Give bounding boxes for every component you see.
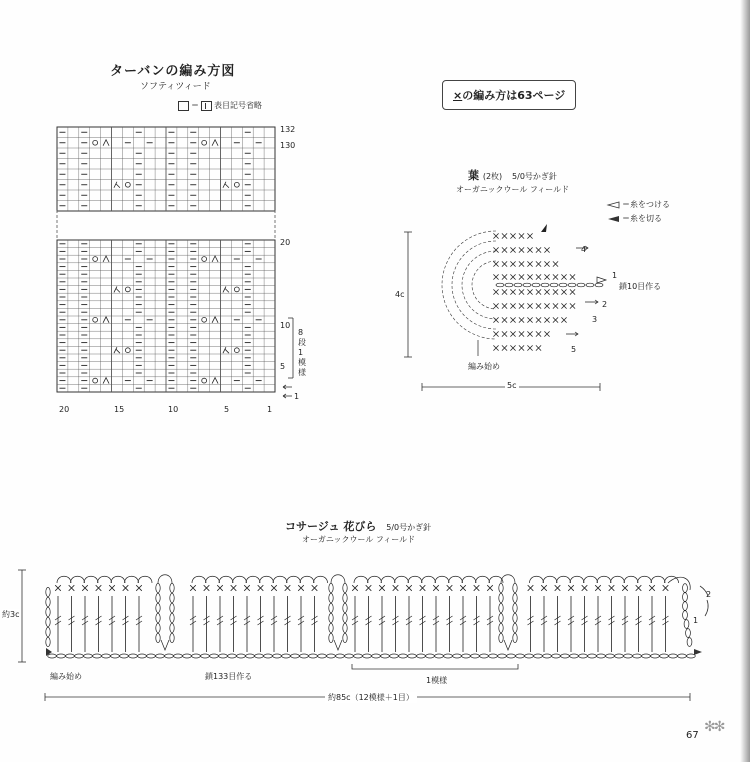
foundation-chain	[651, 654, 660, 658]
col-5: 5	[224, 405, 230, 414]
single-crochet	[393, 585, 399, 591]
row-132: 132	[280, 125, 296, 134]
single-crochet	[298, 585, 304, 591]
foundation-chain	[300, 654, 309, 658]
foundation-chain	[84, 654, 93, 658]
foundation-chain	[489, 654, 498, 658]
petal-chain	[170, 603, 174, 612]
corsage-height: 約3c	[2, 610, 20, 619]
leaf-count: (2枚)	[482, 172, 503, 181]
petal-base	[161, 640, 169, 650]
foundation-chain	[525, 654, 534, 658]
foundation-chain	[345, 654, 354, 658]
single-crochet	[190, 585, 196, 591]
petal-chain	[499, 613, 503, 622]
foundation-chain	[165, 654, 174, 658]
petal-chain	[343, 593, 347, 602]
row-10: 10	[280, 321, 291, 330]
petal-chain	[329, 623, 333, 632]
corsage-title: コサージュ 花びら	[285, 520, 377, 533]
picot-loop	[84, 576, 98, 583]
petal-chain	[156, 623, 160, 632]
petal-chain	[156, 583, 160, 592]
foundation-chain	[498, 654, 507, 658]
foundation-chain	[66, 654, 75, 658]
corsage-row-2: 2	[706, 590, 712, 599]
foundation-chain	[462, 654, 471, 658]
foundation-chain	[381, 654, 390, 658]
single-crochet	[258, 585, 264, 591]
row-1: 1	[294, 392, 300, 401]
petal-chain	[170, 623, 174, 632]
picot-loop	[395, 576, 409, 583]
single-crochet-symbol: ×	[453, 89, 463, 102]
page-number: 67	[686, 730, 699, 741]
picot-loop	[665, 576, 679, 583]
foundation-chain	[318, 654, 327, 658]
picot-loop	[435, 576, 449, 583]
single-crochet	[528, 585, 534, 591]
foundation-chain	[363, 654, 372, 658]
foundation-chain	[336, 654, 345, 658]
single-crochet	[109, 585, 115, 591]
single-crochet	[366, 585, 372, 591]
foundation-chain	[507, 654, 516, 658]
edge-chain-right	[683, 593, 688, 602]
picot-loop	[462, 576, 476, 583]
picot-loop	[651, 576, 665, 583]
col-20: 20	[59, 405, 70, 414]
foundation-chain	[471, 654, 480, 658]
foundation-chain	[156, 654, 165, 658]
petal-chain	[499, 633, 503, 642]
single-crochet	[649, 585, 655, 591]
single-crochet	[568, 585, 574, 591]
foundation-chain	[561, 654, 570, 658]
picot-loop	[246, 576, 260, 583]
foundation-chain	[597, 654, 606, 658]
foundation-chain	[579, 654, 588, 658]
foundation-chain	[219, 654, 228, 658]
foundation-chain	[633, 654, 642, 658]
foundation-chain	[75, 654, 84, 658]
single-crochet	[312, 585, 318, 591]
single-crochet	[433, 585, 439, 591]
single-crochet	[123, 585, 129, 591]
foundation-chain	[408, 654, 417, 658]
foundation-chain	[624, 654, 633, 658]
petal-chain	[329, 633, 333, 642]
foundation-chain	[129, 654, 138, 658]
edge-chain-right	[684, 620, 689, 629]
petal-chain	[499, 603, 503, 612]
foundation-chain	[237, 654, 246, 658]
petal-chain	[156, 633, 160, 642]
foundation-chain	[678, 654, 687, 658]
corsage-repeat-label: 1模様	[426, 676, 448, 685]
foundation-chain	[192, 654, 201, 658]
single-crochet	[582, 585, 588, 591]
petal-chain	[156, 613, 160, 622]
picot-loop	[287, 576, 301, 583]
turn-arrow-2	[705, 600, 708, 616]
attach-legend-text: ＝糸をつける	[622, 200, 670, 209]
picot-loop	[206, 576, 220, 583]
foundation-chain	[138, 654, 147, 658]
picot-loop	[611, 576, 625, 583]
picot-loop	[476, 576, 490, 583]
leaf-chain-label: 鎖10目作る	[619, 282, 662, 291]
petal-chain	[329, 583, 333, 592]
petal-base	[504, 640, 512, 650]
col-1: 1	[267, 405, 273, 414]
petal-chain	[513, 583, 517, 592]
picot-loop	[192, 576, 206, 583]
petal-chain	[156, 603, 160, 612]
picot-loop	[597, 576, 611, 583]
foundation-chain	[147, 654, 156, 658]
foundation-chain	[354, 654, 363, 658]
petal-chain	[343, 613, 347, 622]
foundation-chain	[255, 654, 264, 658]
corsage-repeat-bracket	[352, 664, 518, 669]
corsage-total-label: 約85c（12模様＋1目）	[325, 692, 417, 703]
leaf-width: 5c	[507, 381, 517, 390]
corsage-start-label: 編み始め	[50, 672, 82, 681]
foundation-chain	[264, 654, 273, 658]
petal-chain	[343, 603, 347, 612]
picot-loop	[98, 576, 112, 583]
foundation-chain	[246, 654, 255, 658]
picot-loop	[125, 576, 139, 583]
foundation-chain	[372, 654, 381, 658]
picot-loop	[530, 576, 544, 583]
petal-chain	[329, 593, 333, 602]
leaf-row-4a: 4	[581, 245, 587, 254]
foundation-chain	[570, 654, 579, 658]
foundation-chain	[309, 654, 318, 658]
single-crochet	[285, 585, 291, 591]
edge-chain-right	[683, 611, 688, 620]
picot-loop	[260, 576, 274, 583]
picot-loop	[314, 576, 328, 583]
picot-loop	[408, 576, 422, 583]
legend-equals: ＝	[191, 101, 199, 110]
single-crochet	[82, 585, 88, 591]
picot-loop	[233, 576, 247, 583]
petal-chain	[343, 633, 347, 642]
foundation-chain	[588, 654, 597, 658]
petal-chain	[343, 583, 347, 592]
picot-loop	[449, 576, 463, 583]
single-crochet	[136, 585, 142, 591]
petal-top	[158, 575, 172, 583]
edge-chain-left	[46, 627, 50, 636]
single-crochet	[96, 585, 102, 591]
picot-loop	[584, 576, 598, 583]
petal-chain	[329, 613, 333, 622]
row-130: 130	[280, 141, 296, 150]
petal-base	[334, 640, 342, 650]
foundation-chain	[453, 654, 462, 658]
petal-chain	[329, 603, 333, 612]
picot-loop	[71, 576, 85, 583]
single-crochet	[204, 585, 210, 591]
turban-yarn: ソフティツィード	[140, 82, 211, 92]
edge-chain-left	[46, 587, 50, 596]
corsage-stitches	[46, 575, 699, 658]
edge-chain-right	[683, 602, 688, 611]
foundation-chain	[444, 654, 453, 658]
single-crochet	[487, 585, 493, 591]
picot-loop	[557, 576, 571, 583]
leaf-hook: 5/0号かぎ針	[512, 172, 557, 181]
single-crochet	[595, 585, 601, 591]
col-10: 10	[168, 405, 179, 414]
petal-chain	[170, 593, 174, 602]
foundation-chain	[426, 654, 435, 658]
foundation-chain	[201, 654, 210, 658]
foundation-chain	[660, 654, 669, 658]
picot-loop	[354, 576, 368, 583]
foundation-chain	[390, 654, 399, 658]
edge-chain-left	[46, 617, 50, 626]
picot-loop	[300, 576, 314, 583]
foundation-chain	[642, 654, 651, 658]
petal-chain	[513, 593, 517, 602]
picot-loop	[111, 576, 125, 583]
single-crochet	[420, 585, 426, 591]
picot-loop	[422, 576, 436, 583]
picot-loop	[138, 576, 152, 583]
foundation-chain	[669, 654, 678, 658]
cut-legend-text: ＝糸を切る	[622, 214, 662, 223]
corsage-row-1: 1	[693, 616, 699, 625]
foundation-chain	[606, 654, 615, 658]
leaf-start-label: 編み始め	[468, 362, 500, 371]
petal-chain	[343, 623, 347, 632]
petal-chain	[513, 613, 517, 622]
single-crochet	[609, 585, 615, 591]
page-gutter	[740, 0, 750, 762]
leaf-height: 4c	[395, 290, 405, 299]
single-crochet	[231, 585, 237, 591]
foundation-chain	[291, 654, 300, 658]
foundation-chain	[282, 654, 291, 658]
foundation-chain	[534, 654, 543, 658]
foundation-chain	[417, 654, 426, 658]
cut-marker	[694, 649, 702, 655]
edge-chain-left	[46, 637, 50, 646]
petal-top	[331, 575, 345, 583]
snowflake-icon: ✻✻	[704, 719, 724, 735]
edge-turn	[668, 577, 690, 590]
single-crochet	[352, 585, 358, 591]
reference-text: の編み方は63ページ	[462, 89, 566, 102]
leaf-row-2: 2	[602, 300, 608, 309]
foundation-chain	[93, 654, 102, 658]
foundation-chain	[552, 654, 561, 658]
col-15: 15	[114, 405, 125, 414]
single-crochet	[460, 585, 466, 591]
petal-chain	[156, 593, 160, 602]
petal-chain	[499, 593, 503, 602]
foundation-chain	[210, 654, 219, 658]
turban-title: ターバンの編み方図	[110, 64, 236, 79]
single-crochet	[69, 585, 75, 591]
petal-chain	[170, 633, 174, 642]
single-crochet	[271, 585, 277, 591]
foundation-chain	[615, 654, 624, 658]
corsage-yarn: オーガニックウール フィールド	[302, 535, 416, 544]
leaf-title: 葉	[468, 169, 479, 182]
foundation-chain	[543, 654, 552, 658]
single-crochet	[406, 585, 412, 591]
picot-loop	[638, 576, 652, 583]
single-crochet	[636, 585, 642, 591]
foundation-chain	[183, 654, 192, 658]
picot-loop	[57, 576, 71, 583]
legend-text: 表目記号省略	[214, 101, 262, 110]
picot-loop	[543, 576, 557, 583]
foundation-chain	[174, 654, 183, 658]
leaf-row-3: 3	[592, 315, 598, 324]
picot-loop	[570, 576, 584, 583]
single-crochet	[55, 585, 61, 591]
petal-chain	[499, 623, 503, 632]
corsage-chain-label: 鎖133目作る	[205, 672, 253, 681]
foundation-chain	[327, 654, 336, 658]
start-marker	[46, 648, 52, 656]
single-crochet	[447, 585, 453, 591]
single-crochet	[555, 585, 561, 591]
foundation-chain	[48, 654, 57, 658]
petal-chain	[499, 583, 503, 592]
leaf-yarn: オーガニックウール フィールド	[456, 185, 570, 194]
foundation-chain	[111, 654, 120, 658]
picot-loop	[273, 576, 287, 583]
foundation-chain	[516, 654, 525, 658]
picot-loop	[219, 576, 233, 583]
repeat-label: 8段1模様	[298, 328, 306, 377]
picot-loop	[624, 576, 638, 583]
leaf-row-1: 1	[612, 271, 618, 280]
petal-chain	[513, 633, 517, 642]
foundation-chain	[228, 654, 237, 658]
picot-loop	[368, 576, 382, 583]
edge-chain-right	[687, 638, 692, 647]
foundation-chain	[57, 654, 66, 658]
single-crochet	[474, 585, 480, 591]
edge-chain-right	[686, 629, 691, 638]
edge-chain-left	[46, 597, 50, 606]
foundation-chain	[435, 654, 444, 658]
leaf-row-5: 5	[571, 345, 577, 354]
petal-chain	[170, 613, 174, 622]
foundation-chain	[399, 654, 408, 658]
single-crochet	[217, 585, 223, 591]
row-20: 20	[280, 238, 291, 247]
foundation-chain	[120, 654, 129, 658]
picot-loop	[381, 576, 395, 583]
single-crochet	[622, 585, 628, 591]
single-crochet	[541, 585, 547, 591]
edge-chain-left	[46, 607, 50, 616]
foundation-chain	[273, 654, 282, 658]
single-crochet	[379, 585, 385, 591]
corsage-hook: 5/0号かぎ針	[386, 523, 432, 532]
petal-chain	[513, 603, 517, 612]
petal-chain	[170, 583, 174, 592]
foundation-chain	[480, 654, 489, 658]
row-5: 5	[280, 362, 286, 371]
petal-chain	[513, 623, 517, 632]
foundation-chain	[102, 654, 111, 658]
edge-chain-right	[683, 584, 688, 593]
single-crochet	[663, 585, 669, 591]
single-crochet	[244, 585, 250, 591]
